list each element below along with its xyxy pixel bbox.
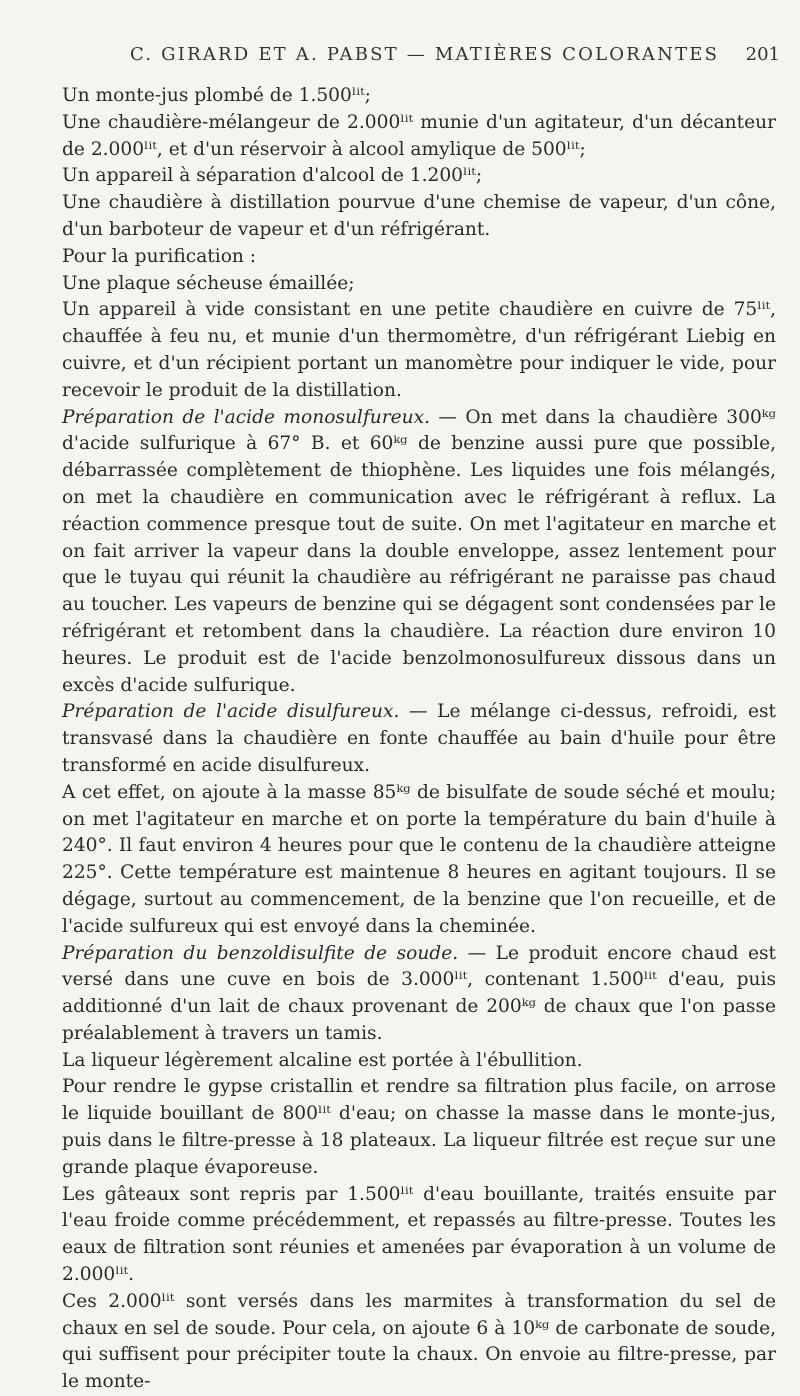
- section-heading: Préparation de l'acide monosulfureux.: [62, 406, 430, 428]
- paragraph: Un appareil à séparation d'alcool de 1.200ˡⁱᵗ;: [62, 165, 483, 187]
- paragraph: Une plaque sécheuse émaillée;: [62, 272, 355, 294]
- paragraph: Un appareil à vide consistant en une petite chaudière en cuivre de 75ˡⁱᵗ, chauffée à feu nu, et munie d'un thermomètre, d'un réfrigérant Liebig en cuivre, et d'un récipient portant un manomètre pour indiquer le vide, pour recevoir le produit de la distillation.: [62, 299, 776, 401]
- paragraph: Pour la purification :: [62, 245, 257, 267]
- paragraph: A cet effet, on ajoute à la masse 85ᵏᵍ de bisulfate de soude séché et moulu; on met l'agitateur en marche et on porte la température du bain d'huile à 240°. Il faut environ 4 heures pour que le contenu de la chaudière atteigne 225°. Cette température est maintenue 8 heures en agitant toujours. Il se dégage, surtout au commencement, de la benzine que l'on recueille, et de l'acide sulfureux qui est envoyé dans la cheminée.: [62, 781, 776, 937]
- paragraph: Ces 2.000ˡⁱᵗ sont versés dans les marmites à transformation du sel de chaux en sel de soude. Pour cela, on ajoute 6 à 10ᵏᵍ de carbonate de soude, qui suffisent pour précipiter toute la chaux. On envoie au filtre-presse, par le monte-: [62, 1290, 776, 1393]
- paragraph: Préparation du benzoldisulfite de soude. — Le produit encore chaud est versé dans une cuve en bois de 3.000ˡⁱᵗ, contenant 1.500ˡⁱᵗ d'eau, puis additionné d'un lait de chaux provenant de 200ᵏᵍ de chaux que l'on passe préalablement à travers un tamis.: [62, 942, 776, 1044]
- section-heading: Préparation de l'acide disulfureux.: [62, 701, 400, 723]
- running-title: C. GIRARD ET A. PABST — MATIÈRES COLORANTES: [130, 44, 720, 65]
- page-number: 201: [745, 44, 780, 65]
- paragraph: Préparation de l'acide disulfureux. — Le mélange ci-dessus, refroidi, est transvasé dans la chaudière en fonte chauffée au bain d'huile pour être transformé en acide disulfureux.: [62, 701, 776, 776]
- body-text: [62, 83, 776, 1396]
- paragraph: Préparation de l'acide monosulfureux. — On met dans la chaudière 300ᵏᵍ d'acide sulfurique à 67° B. et 60ᵏᵍ de benzine aussi pure que possible, débarrassée complètement de thiophène. Les liquides une fois mélangés, on met la chaudière en communication avec le réfrigérant à reflux. La réaction commence presque tout de suite. On met l'agitateur en marche et on fait arriver la vapeur dans la double enveloppe, assez lentement pour que le tuyau qui réunit la chaudière au réfrigérant ne paraisse pas chaud au toucher. Les vapeurs de benzine qui se dégagent sont condensées par le réfrigérant et retombent dans la chaudière. La réaction dure environ 10 heures. Le produit est de l'acide benzolmonosulfureux dissous dans un excès d'acide sulfurique.: [62, 406, 776, 696]
- paragraph: La liqueur légèrement alcaline est portée à l'ébullition.: [62, 1049, 583, 1071]
- paragraph: Un monte-jus plombé de 1.500ˡⁱᵗ;: [62, 85, 371, 106]
- paragraph: Les gâteaux sont repris par 1.500ˡⁱᵗ d'eau bouillante, traités ensuite par l'eau froide comme précédemment, et repassés au filtre-presse. Toutes les eaux de filtration sont réunies et amenées par évaporation à un volume de 2.000ˡⁱᵗ.: [62, 1183, 776, 1286]
- paragraph: Pour rendre le gypse cristallin et rendre sa filtration plus facile, on arrose le liquide bouillant de 800ˡⁱᵗ d'eau; on chasse la masse dans le monte-jus, puis dans le filtre-presse à 18 plateaux. La liqueur filtrée est reçue sur une grande plaque évaporeuse.: [62, 1076, 776, 1178]
- paragraph: Une chaudière à distillation pourvue d'une chemise de vapeur, d'un cône, d'un barboteur de vapeur et d'un réfrigérant.: [62, 192, 776, 240]
- section-heading: Préparation du benzoldisulfite de soude.: [62, 942, 459, 964]
- running-header: [130, 44, 780, 65]
- paragraph: Une chaudière-mélangeur de 2.000ˡⁱᵗ munie d'un agitateur, d'un décanteur de 2.000ˡⁱᵗ, et d'un réservoir à alcool amylique de 500ˡⁱᵗ;: [62, 111, 776, 160]
